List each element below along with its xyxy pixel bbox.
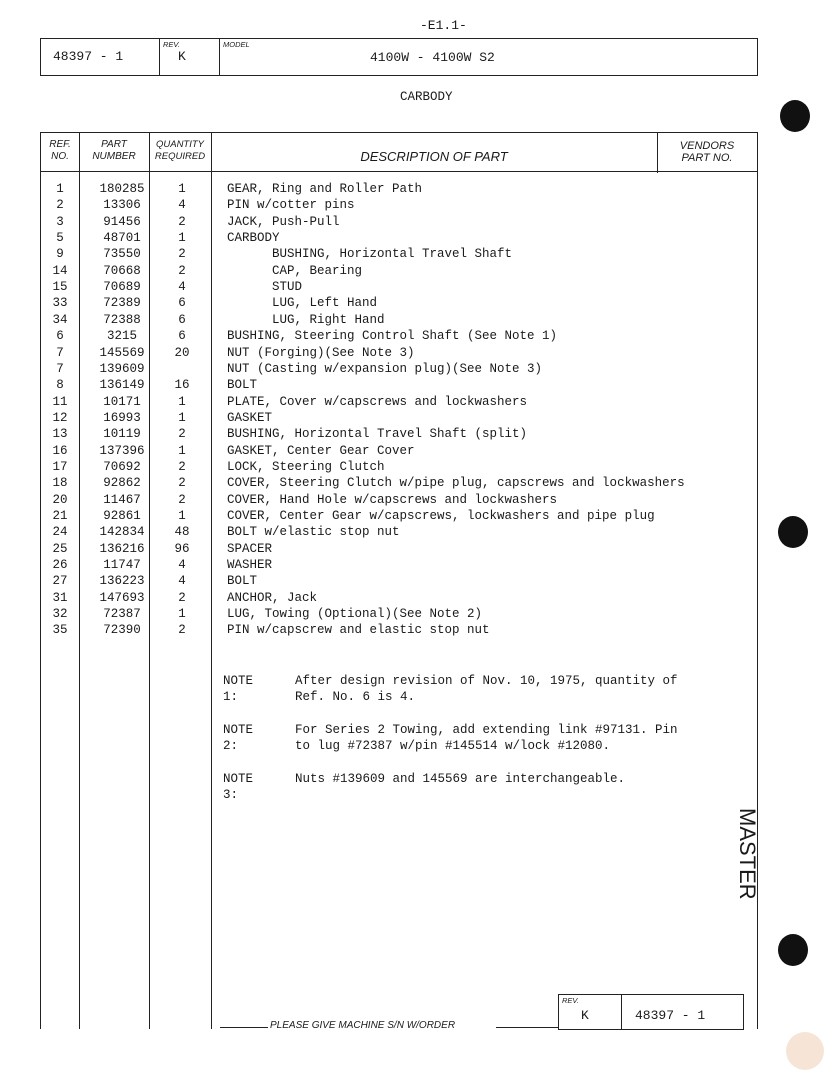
ref-cell: 12 xyxy=(52,410,68,425)
part-number-cell: 72390 xyxy=(103,623,141,638)
header-rev: K xyxy=(178,49,186,64)
description-cell: BOLT xyxy=(227,574,258,589)
ref-cell: 5 xyxy=(56,231,64,246)
part-number-cell xyxy=(41,39,160,75)
header-divider xyxy=(41,171,757,172)
note-text: Nuts #139609 and 145569 are interchangeable. xyxy=(295,772,626,786)
part-number-cell: 70668 xyxy=(103,263,141,278)
watermark-logo xyxy=(786,1032,824,1070)
ref-cell: 14 xyxy=(52,263,68,278)
page-number: -E1.1- xyxy=(420,18,467,33)
part-number-cell: 3215 xyxy=(106,329,137,344)
description-cell: GEAR, Ring and Roller Path xyxy=(227,182,423,196)
description-cell: CARBODY xyxy=(227,231,280,246)
description-cell: LUG, Towing (Optional)(See Note 2) xyxy=(227,607,483,622)
col-divider xyxy=(79,133,80,1029)
part-number-cell: 13306 xyxy=(103,198,141,213)
ref-cell: 13 xyxy=(52,427,68,442)
part-number-cell: 92862 xyxy=(103,476,141,491)
quantity-cell: 2 xyxy=(178,492,186,507)
ref-cell: 2 xyxy=(56,198,64,213)
description-cell: PLATE, Cover w/capscrews and lockwashers xyxy=(227,394,528,409)
description-cell: COVER, Steering Clutch w/pipe plug, capscrews and lockwashers xyxy=(227,476,685,491)
punch-hole-top xyxy=(780,100,810,132)
model-cell xyxy=(220,39,756,75)
quantity-cell: 4 xyxy=(178,558,186,573)
quantity-cell: 2 xyxy=(178,427,186,442)
ref-cell: 6 xyxy=(56,329,64,344)
part-number-cell: 72387 xyxy=(103,607,141,622)
quantity-cell: 1 xyxy=(178,443,186,458)
part-number-cell: 147693 xyxy=(99,590,145,605)
quantity-cell: 2 xyxy=(178,214,186,229)
part-number-cell: 136149 xyxy=(99,378,145,393)
description-cell: BOLT xyxy=(227,378,258,393)
col-header-vendor xyxy=(657,140,757,164)
note-text: After design revision of Nov. 10, 1975, quantity of xyxy=(295,674,678,688)
part-number-cell: 72388 xyxy=(103,312,141,327)
col-header-ref xyxy=(41,139,79,163)
part-number-cell: 145569 xyxy=(99,345,145,360)
quantity-cell: 2 xyxy=(178,459,186,474)
part-number-cell: 142834 xyxy=(99,525,145,540)
ref-cell: 35 xyxy=(52,623,68,638)
description-cell: PIN w/cotter pins xyxy=(227,198,355,213)
description-cell: GASKET xyxy=(227,410,273,425)
quantity-cell: 1 xyxy=(178,607,186,622)
ref-cell: 3 xyxy=(56,214,64,229)
col-header-qty xyxy=(149,139,211,163)
ref-cell: 24 xyxy=(52,525,68,540)
description-cell: NUT (Casting w/expansion plug)(See Note 3) xyxy=(227,361,543,376)
footer-rule-right xyxy=(496,1027,558,1028)
footer-rule-left xyxy=(220,1027,268,1028)
note-label: NOTE 2: xyxy=(223,723,254,754)
ref-cell: 26 xyxy=(52,558,68,573)
col-header-qty-line1: QUANTITY xyxy=(155,139,205,150)
quantity-cell: 20 xyxy=(174,345,190,360)
quantity-cell: 16 xyxy=(174,378,190,393)
punch-hole-bottom xyxy=(778,934,808,966)
part-number-cell: 137396 xyxy=(99,443,145,458)
quantity-cell: 1 xyxy=(178,509,186,523)
ref-cell: 27 xyxy=(52,574,68,589)
description-cell: LUG, Left Hand xyxy=(227,296,378,311)
description-cell: BUSHING, Steering Control Shaft (See Note 1) xyxy=(227,329,558,344)
ref-cell: 7 xyxy=(56,345,64,360)
ref-cell: 16 xyxy=(52,443,68,458)
master-stamp: MASTER xyxy=(735,808,760,900)
part-number-cell: 136216 xyxy=(99,541,145,556)
part-number-cell: 10171 xyxy=(103,394,141,409)
footer-rev-label: REV. xyxy=(562,996,579,1005)
ref-cell: 17 xyxy=(52,459,68,474)
footer-box xyxy=(558,994,744,1030)
header-part-number: 48397 - 1 xyxy=(53,49,124,64)
note-label: NOTE 1: xyxy=(223,674,254,705)
part-number-cell: 10119 xyxy=(103,427,141,442)
col-header-vendor-line1: VENDORS xyxy=(679,140,735,152)
part-number-cell: 16993 xyxy=(103,410,141,425)
quantity-cell: 48 xyxy=(174,525,190,540)
description-cell: PIN w/capscrew and elastic stop nut xyxy=(227,623,490,638)
section-title: CARBODY xyxy=(400,90,453,104)
ref-cell: 8 xyxy=(56,378,64,393)
quantity-cell: 6 xyxy=(178,329,186,344)
quantity-cell: 1 xyxy=(178,394,186,409)
punch-hole-middle xyxy=(778,516,808,548)
part-number-cell: 48701 xyxy=(103,231,141,246)
note-label: NOTE 3: xyxy=(223,772,254,803)
ref-cell: 9 xyxy=(56,247,64,262)
footer-rev-cell xyxy=(559,995,622,1029)
quantity-cell: 96 xyxy=(174,541,190,556)
col-header-vendor-line2: PART NO. xyxy=(681,152,733,164)
ref-cell: 18 xyxy=(52,476,68,491)
part-number-cell: 180285 xyxy=(99,182,145,196)
quantity-cell: 1 xyxy=(178,410,186,425)
description-cell: JACK, Push-Pull xyxy=(227,214,340,229)
ref-cell: 21 xyxy=(52,509,68,523)
note-text: Ref. No. 6 is 4. xyxy=(295,690,416,705)
ref-cell: 15 xyxy=(52,280,68,295)
ref-cell: 1 xyxy=(56,182,64,196)
footer-label: PLEASE GIVE MACHINE S/N W/ORDER xyxy=(270,1020,456,1031)
ref-cell: 11 xyxy=(52,394,68,409)
quantity-cell: 4 xyxy=(178,198,186,213)
part-number-cell: 72389 xyxy=(103,296,141,311)
header-model: 4100W - 4100W S2 xyxy=(370,50,495,65)
footer-part-number: 48397 - 1 xyxy=(635,1008,706,1023)
quantity-cell: 4 xyxy=(178,574,186,589)
col-header-ref-line1: REF. xyxy=(49,139,71,150)
col-header-ref-line2: NO. xyxy=(51,151,69,162)
part-number-cell: 11467 xyxy=(103,492,141,507)
description-cell: CAP, Bearing xyxy=(227,263,363,278)
footer-text xyxy=(270,1020,455,1031)
ref-cell: 25 xyxy=(52,541,68,556)
part-number-cell: 92861 xyxy=(103,509,141,523)
quantity-cell: 2 xyxy=(178,476,186,491)
quantity-cell: 2 xyxy=(178,263,186,278)
description-cell: LOCK, Steering Clutch xyxy=(227,459,385,474)
ref-cell: 32 xyxy=(52,607,68,622)
quantity-cell: 1 xyxy=(178,231,186,246)
ref-cell: 34 xyxy=(52,312,68,327)
ref-cell: 33 xyxy=(52,296,68,311)
description-cell: WASHER xyxy=(227,558,273,573)
description-cell: STUD xyxy=(227,280,303,295)
note-text: For Series 2 Towing, add extending link #97131. Pin xyxy=(295,723,678,737)
description-cell: NUT (Forging)(See Note 3) xyxy=(227,345,415,360)
part-number-cell: 70692 xyxy=(103,459,141,474)
ref-cell: 7 xyxy=(56,361,64,376)
footer-rev: K xyxy=(581,1008,589,1023)
rev-label: REV. xyxy=(163,40,180,49)
col-header-desc: DESCRIPTION OF PART xyxy=(360,149,508,164)
parts-table xyxy=(40,132,758,1029)
col-header-qty-line2: REQUIRED xyxy=(154,151,206,162)
part-number-cell: 11747 xyxy=(103,558,141,573)
quantity-cell: 1 xyxy=(178,182,186,196)
description-cell: BUSHING, Horizontal Travel Shaft xyxy=(227,247,513,262)
description-cell: BUSHING, Horizontal Travel Shaft (split) xyxy=(227,427,528,442)
quantity-cell: 4 xyxy=(178,280,186,295)
note-text: to lug #72387 w/pin #145514 w/lock #12080. xyxy=(295,739,611,754)
col-header-part-line1: PART xyxy=(101,139,127,150)
quantity-cell: 6 xyxy=(178,296,186,311)
description-cell: LUG, Right Hand xyxy=(227,312,385,327)
quantity-cell: 2 xyxy=(178,623,186,638)
quantity-cell: 2 xyxy=(178,590,186,605)
col-header-part-line2: NUMBER xyxy=(92,151,136,162)
part-number-cell: 91456 xyxy=(103,214,141,229)
rev-cell xyxy=(160,39,220,75)
description-cell: ANCHOR, Jack xyxy=(227,590,318,605)
description-cell: SPACER xyxy=(227,541,273,556)
quantity-cell: 6 xyxy=(178,312,186,327)
description-cell: BOLT w/elastic stop nut xyxy=(227,525,400,540)
description-cell: COVER, Center Gear w/capscrews, lockwashers and pipe plug xyxy=(227,509,655,523)
description-cell: COVER, Hand Hole w/capscrews and lockwashers xyxy=(227,492,558,507)
description-cell: GASKET, Center Gear Cover xyxy=(227,443,415,458)
ref-cell: 31 xyxy=(52,590,68,605)
col-header-part xyxy=(79,139,149,163)
quantity-cell: 2 xyxy=(178,247,186,262)
part-number-cell: 70689 xyxy=(103,280,141,295)
model-label: MODEL xyxy=(223,40,250,49)
part-number-cell: 136223 xyxy=(99,574,145,589)
header-box xyxy=(40,38,758,76)
part-number-cell: 73550 xyxy=(103,247,141,262)
part-number-cell: 139609 xyxy=(99,361,145,376)
ref-cell: 20 xyxy=(52,492,68,507)
